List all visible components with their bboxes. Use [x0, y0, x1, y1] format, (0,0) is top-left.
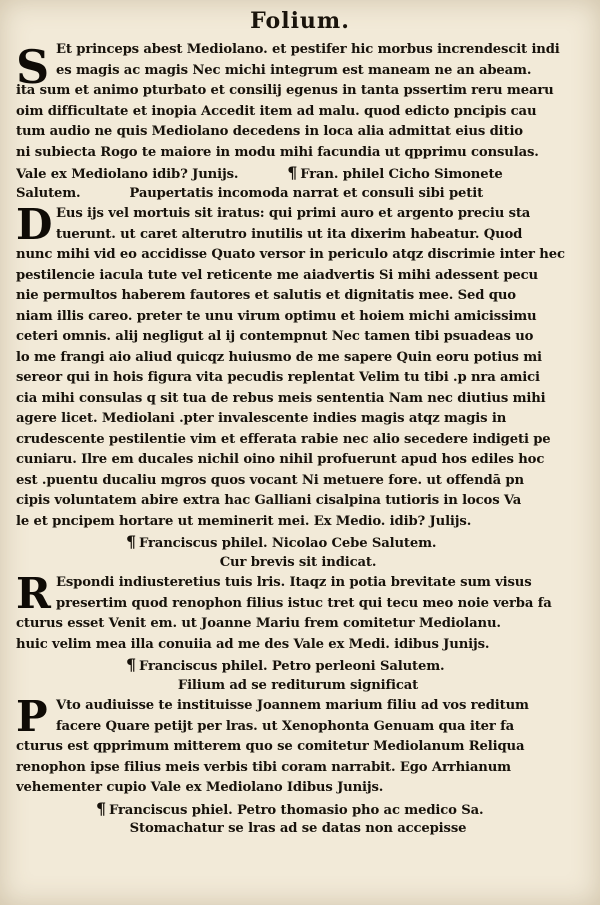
initial-capital: P	[16, 692, 48, 741]
letter-signature: Franciscus phiel. Petro thomasio pho ac medico Sa.	[109, 802, 484, 818]
body-line: es magis ac magis Nec michi integrum est maneam ne an abeam.	[56, 62, 532, 78]
pilcrow-icon: ¶	[126, 532, 137, 551]
body-line: tum audio ne quis Mediolano decedens in loca alia admittat eius ditio	[16, 124, 523, 139]
body-line: nunc mihi vid eo accidisse Quato versor in periculo atqz discrimie inter hec	[16, 247, 565, 262]
initial-capital: S	[16, 40, 50, 94]
body-line: cturus esset Venit em. ut Joanne Mariu frem comitetur Mediolanu.	[16, 616, 501, 631]
body-line: cipis voluntatem abire extra hac Galliani cisalpina tutioris in locos Va	[16, 493, 522, 508]
body-line: Vto audiuisse te instituisse Joannem marium filiu ad vos reditum	[56, 698, 529, 713]
pilcrow-icon: ¶	[287, 163, 298, 182]
body-line: ceteri omnis. alij negligut al ij contempnut Nec tamen tibi psuadeas uo	[16, 329, 534, 344]
body-line: niam illis careo. preter te unu virum optimu et hoiem michi amicissimu	[16, 308, 537, 324]
body-line: renophon ipse filius meis verbis tibi coram narrabit. Ego Arrhianum	[16, 759, 511, 775]
body-line: crudescente pestilentie vim et efferata rabie nec alio secedere indigeti pe	[16, 431, 551, 447]
body-line: presertim quod renophon filius istuc tret qui tecu meo noie verba fa	[56, 595, 552, 611]
text-block	[16, 40, 580, 840]
body-line: cturus est qpprimum mitterem quo se comitetur Mediolanum Reliqua	[16, 739, 525, 754]
body-line: cuniaru. Ilre em ducales nichil oino nihil profuerunt apud hos ediles hoc	[16, 452, 545, 467]
body-line: agere licet. Mediolani .pter invalescente indies magis atqz magis in	[16, 411, 507, 426]
body-line: oim difficultate et inopia Accedit item ad malu. quod edicto pncipis cau	[16, 103, 537, 119]
letter-summary: Cur brevis sit indicat.	[219, 554, 377, 570]
body-line: est .puentu ducaliu mgros quos vocant Ni metuere fore. ut offendā pn	[16, 472, 524, 488]
body-line: ita sum et animo pturbato et consilij egenus in tanta pssertim reru mearu	[16, 83, 554, 98]
letter-signature: Franciscus philel. Petro perleoni Salutem.	[139, 659, 445, 674]
body-line: cia mihi consulas q sit tua de rebus meis sententia Nam nec diutius mihi	[16, 390, 546, 406]
body-line: sereor qui in hois figura vita pecudis replentat Velim tu tibi .p nra amici	[16, 370, 540, 385]
initial-capital: D	[16, 200, 53, 249]
body-line: Et princeps abest Mediolano. et pestifer hic morbus increndescit indi	[56, 42, 560, 57]
body-line: nie permultos haberem fautores et salutis et dignitatis mee. Sed quo	[16, 288, 516, 303]
body-line: huic velim mea illa conuiia ad me des Vale ex Medi. idibus Junijs.	[16, 636, 490, 652]
letter-heading	[16, 655, 580, 676]
body-line: vehementer cupio Vale ex Mediolano Idibus Junijs.	[16, 780, 384, 795]
letter-heading	[16, 532, 580, 553]
body-line: pestilencie iacula tute vel reticente me aiadvertis Si mihi adessent pecu	[16, 267, 538, 283]
letter-signature: Franciscus philel. Nicolao Cebe Salutem.	[139, 536, 437, 551]
body-line: ni subiecta Rogo te maiore in modu mihi facundia ut qpprimu consulas.	[16, 144, 539, 160]
body-line	[16, 163, 580, 184]
letter-summary: Filium ad se rediturum significat	[177, 677, 419, 693]
letter-summary: Paupertatis incomoda narrat et consuli sibi petit	[129, 185, 484, 201]
body-line	[16, 184, 580, 205]
body-text: Vale ex Mediolano idib? Junijs.	[16, 167, 239, 182]
salutation: Salutem.	[16, 185, 81, 201]
body-line: facere Quare petijt per lras. ut Xenophonta Genuam qua iter fa	[56, 718, 515, 734]
pilcrow-icon: ¶	[96, 798, 107, 818]
letter-summary: Stomachatur se lras ad se datas non accepisse	[129, 821, 467, 836]
body-line: Espondi indiusteretius tuis lris. Itaqz in potia brevitate sum visus	[56, 575, 532, 590]
pilcrow-icon: ¶	[126, 655, 137, 674]
letter-heading	[16, 799, 580, 820]
running-head: Folium.	[250, 8, 350, 34]
body-line: tuerunt. ut caret alterutro inutilis ut ita dixerim habeatur. Quod	[56, 226, 523, 242]
body-line: lo me frangi aio aliud quicqz huiusmo de me sapere Quin eoru potius mi	[16, 349, 542, 365]
body-line: Eus ijs vel mortuis sit iratus: qui primi auro et argento preciu sta	[56, 206, 531, 221]
letter-signature: Fran. philel Cicho Simonete	[300, 167, 503, 182]
body-line: le et pncipem hortare ut meminerit mei. Ex Medio. idib? Julijs.	[16, 513, 472, 529]
initial-capital: R	[16, 569, 51, 618]
